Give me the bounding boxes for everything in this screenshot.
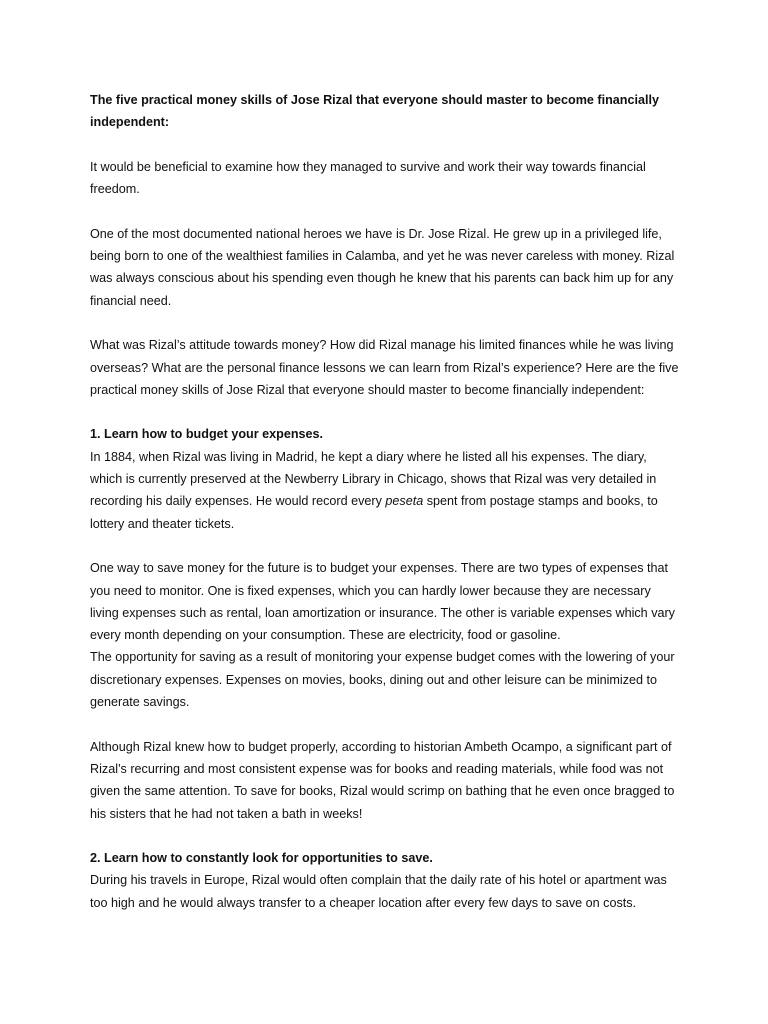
books-paragraph: Although Rizal knew how to budget properly, according to historian Ambeth Ocampo, a significant part of Rizal’s recurring and most consistent expense was for books and reading materials, while food was not given the same attention. To save for books, Rizal would scrimp on bathing that he even once bragged to his sisters that he had not taken a bath in weeks! — [90, 739, 675, 821]
diary-text-start: In 1884, when Rizal was living in Madrid, he kept a diary where he listed all his expenses. The diary, which is currently preserved at the Newberry Library in Chicago, shows that Rizal was very detailed in recording his daily expenses. He would record every — [90, 449, 657, 509]
section-save — [90, 847, 680, 914]
diary-paragraph — [90, 446, 680, 535]
saving-opportunity-paragraph: The opportunity for saving as a result of monitoring your expense budget comes with the lowering of your discretionary expenses. Expenses on movies, books, dining out and other leisure can be minimized to generate savings. — [90, 650, 675, 710]
section-heading-budget: 1. Learn how to budget your expenses. — [90, 427, 324, 442]
intro-paragraph: It would be beneficial to examine how they managed to survive and work their way towards financial freedom. — [90, 159, 646, 197]
travel-paragraph: During his travels in Europe, Rizal would often complain that the daily rate of his hotel or apartment was too high and he would always transfer to a cheaper location after every few days to save on costs. — [90, 873, 667, 910]
section-heading-save: 2. Learn how to constantly look for opportunities to save. — [90, 851, 433, 866]
background-paragraph: One of the most documented national heroes we have is Dr. Jose Rizal. He grew up in a privileged life, being born to one of the wealthiest families in Calamba, and yet he was never careless with money. Rizal was always conscious about his spending even though he knew that his parents can back him up for any financial need. — [90, 226, 675, 308]
document-title: The five practical money skills of Jose Rizal that everyone should master to become financially independent: — [90, 93, 660, 130]
expense-types-paragraph: One way to save money for the future is to budget your expenses. There are two types of expenses that you need to monitor. One is fixed expenses, which you can hardly lower because they are necessary living expenses such as rental, loan amortization or insurance. The other is variable expenses which vary every month depending on your consumption. These are electricity, food or gasoline. — [90, 561, 675, 643]
diary-text-end: spent from postage stamps and books, to lottery and theater tickets. — [90, 494, 658, 531]
section-budget — [90, 423, 680, 824]
document-page — [90, 89, 680, 936]
questions-paragraph: What was Rizal’s attitude towards money? How did Rizal manage his limited finances while he was living overseas? What are the personal finance lessons we can learn from Rizal’s experience? Here are the five practical money skills of Jose Rizal that everyone should master to become financially independent: — [90, 338, 679, 397]
peseta-word: peseta — [385, 494, 424, 509]
